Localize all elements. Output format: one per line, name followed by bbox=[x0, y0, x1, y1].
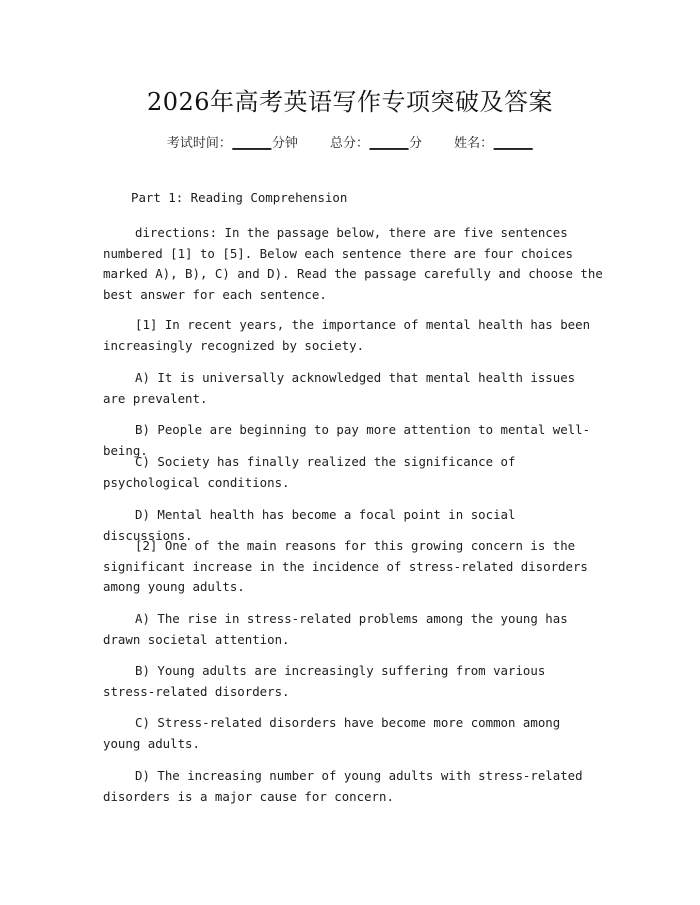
exam-meta-line bbox=[0, 132, 700, 151]
question-2-stem: [2] One of the main reasons for this growing concern is the significant increase in the incidence of stress-related disorders among young adults. bbox=[103, 538, 588, 594]
question-2-option-a: A) The rise in stress-related problems among the young has drawn societal attention. bbox=[103, 611, 568, 647]
question-1-option-d: D) Mental health has become a focal point in social discussions. bbox=[103, 507, 516, 543]
total-score-unit: 分 bbox=[409, 136, 423, 151]
student-name-field bbox=[454, 136, 533, 151]
exam-time-blank: ______ bbox=[232, 136, 272, 151]
student-name-label: 姓名： bbox=[454, 136, 494, 151]
section-heading: Part 1: Reading Comprehension bbox=[131, 190, 348, 205]
question-1-option-c: C) Society has finally realized the significance of psychological conditions. bbox=[103, 454, 516, 490]
question-2-option-d: D) The increasing number of young adults with stress-related disorders is a major cause for concern. bbox=[103, 768, 583, 804]
question-1-option-a: A) It is universally acknowledged that mental health issues are prevalent. bbox=[103, 370, 576, 406]
question-2-option-c: C) Stress-related disorders have become more common among young adults. bbox=[103, 715, 561, 751]
total-score-blank: ______ bbox=[369, 136, 409, 151]
exam-time-label: 考试时间： bbox=[166, 136, 232, 151]
directions-paragraph: directions: In the passage below, there are five sentences numbered [1] to [5]. Below each sentence there are four choices marked A), B), C) and D). Read the passage carefully and choose the best answer for each sentence. bbox=[103, 225, 603, 302]
total-score-label: 总分： bbox=[329, 136, 369, 151]
exam-time-field bbox=[167, 136, 302, 151]
document-title: 2026年高考英语写作专项突破及答案 bbox=[146, 88, 554, 116]
exam-time-unit: 分钟 bbox=[271, 136, 298, 151]
question-2-option-b: B) Young adults are increasingly suffering from various stress-related disorders. bbox=[103, 663, 546, 699]
total-score-field bbox=[330, 136, 426, 151]
question-1-option-b: B) People are beginning to pay more attention to mental well-being. bbox=[103, 422, 591, 458]
student-name-blank: ______ bbox=[493, 136, 533, 151]
question-1-stem: [1] In recent years, the importance of mental health has been increasingly recognized by society. bbox=[103, 317, 591, 353]
